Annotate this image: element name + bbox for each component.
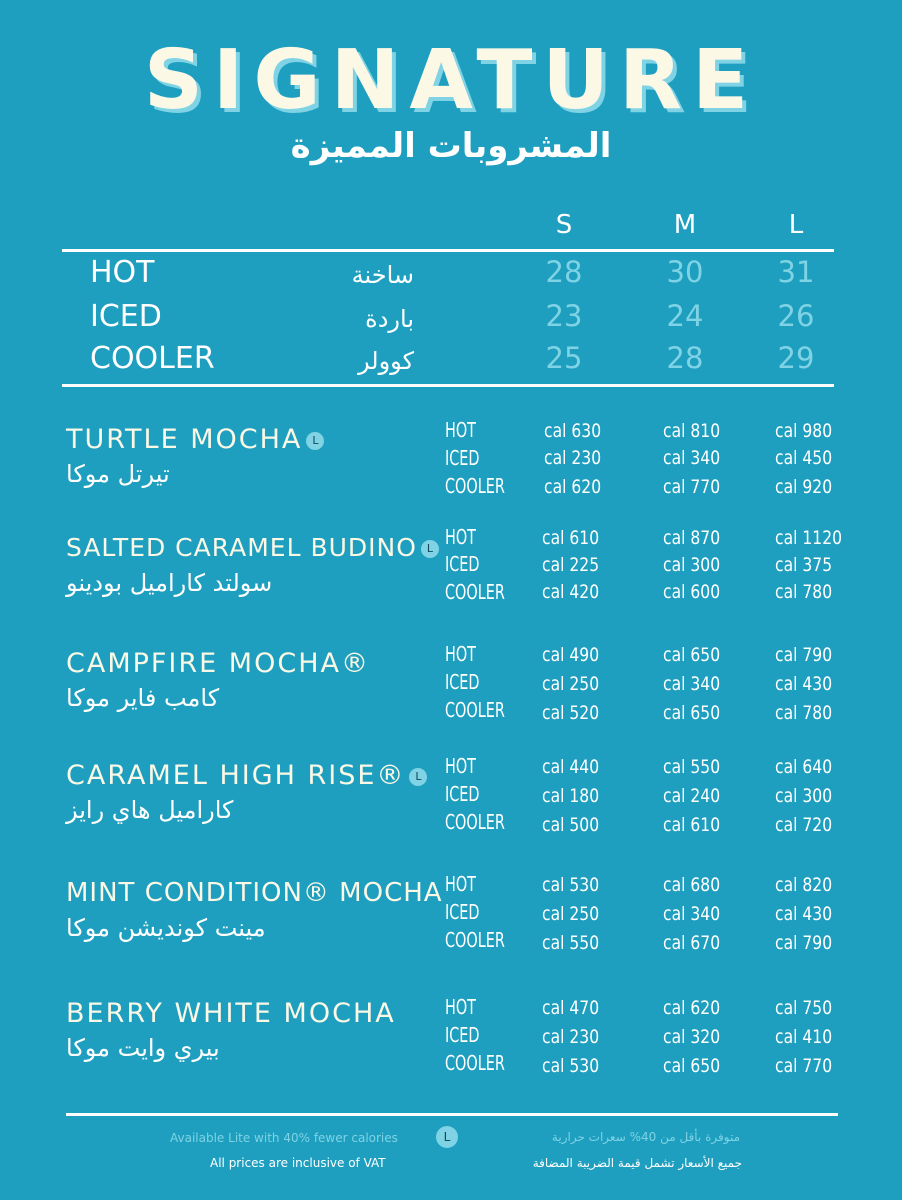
drink-name-arabic: كامب فاير موكا — [66, 684, 220, 712]
calories-large: cal 720 — [775, 814, 833, 836]
drink-name-arabic: تيرتل موكا — [66, 460, 170, 488]
calories-small: cal 250 — [542, 903, 600, 925]
calories-small: cal 225 — [542, 554, 600, 576]
calories-large: cal 820 — [775, 874, 833, 896]
drink-name — [66, 533, 439, 562]
calories-small: cal 230 — [544, 447, 602, 469]
footer-lite-note-arabic: متوفرة بأقل من 40% سعرات حرارية — [551, 1130, 740, 1144]
price-medium: 28 — [666, 341, 704, 375]
calories-large: cal 750 — [775, 997, 833, 1019]
divider-footer — [66, 1113, 838, 1116]
calories-medium: cal 620 — [663, 997, 721, 1019]
calories-small: cal 530 — [542, 1055, 600, 1077]
drink-type-cooler: COOLER — [445, 928, 505, 952]
calories-medium: cal 670 — [663, 932, 721, 954]
drink-name — [66, 648, 370, 679]
divider-price-table — [62, 384, 834, 387]
page-subtitle-arabic: المشروبات المميزة — [290, 126, 612, 166]
drink-type-iced: ICED — [445, 670, 480, 694]
drink-name-text: BERRY WHITE MOCHA — [66, 998, 396, 1029]
drink-name — [66, 998, 396, 1029]
drink-type-iced: ICED — [445, 900, 480, 924]
calories-medium: cal 680 — [663, 874, 721, 896]
price-row-label-arabic: باردة — [365, 305, 414, 333]
calories-medium: cal 550 — [663, 756, 721, 778]
drink-type-hot: HOT — [445, 525, 476, 549]
drink-name — [66, 760, 427, 791]
price-row-label-arabic: ساخنة — [351, 261, 414, 289]
drink-type-iced: ICED — [445, 446, 480, 470]
calories-small: cal 490 — [542, 644, 600, 666]
drink-name-text: SALTED CARAMEL BUDINO — [66, 533, 417, 562]
calories-large: cal 980 — [775, 420, 833, 442]
price-large: 31 — [777, 255, 815, 289]
calories-medium: cal 320 — [663, 1026, 721, 1048]
price-row-cooler — [0, 341, 902, 383]
price-row-hot — [0, 255, 902, 297]
drink-name-arabic: مينت كونديشن موكا — [66, 914, 266, 942]
calories-small: cal 500 — [542, 814, 600, 836]
price-medium: 24 — [666, 299, 704, 333]
price-row-label: HOT — [90, 255, 155, 290]
calories-large: cal 410 — [775, 1026, 833, 1048]
calories-medium: cal 810 — [663, 420, 721, 442]
drink-name-arabic: بيري وايت موكا — [66, 1034, 220, 1062]
calories-small: cal 470 — [542, 997, 600, 1019]
calories-small: cal 550 — [542, 932, 600, 954]
calories-medium: cal 340 — [663, 447, 721, 469]
drink-type-hot: HOT — [445, 642, 476, 666]
lite-badge-icon: L — [436, 1126, 458, 1148]
calories-medium: cal 340 — [663, 673, 721, 695]
price-small: 23 — [545, 299, 583, 333]
calories-medium: cal 770 — [663, 476, 721, 498]
calories-small: cal 180 — [542, 785, 600, 807]
footer-lite-note: Available Lite with 40% fewer calories — [170, 1131, 398, 1145]
divider-top — [62, 249, 834, 252]
price-row-iced — [0, 299, 902, 341]
calories-small: cal 620 — [544, 476, 602, 498]
price-medium: 30 — [666, 255, 704, 289]
footer-vat-note-arabic: جميع الأسعار تشمل قيمة الضريبة المضافة — [532, 1156, 742, 1170]
size-header-large: L — [788, 210, 804, 240]
calories-medium: cal 340 — [663, 903, 721, 925]
calories-small: cal 520 — [542, 702, 600, 724]
calories-small: cal 630 — [544, 420, 602, 442]
drink-name — [66, 878, 443, 908]
size-header-small: S — [555, 210, 573, 240]
price-large: 26 — [777, 299, 815, 333]
calories-small: cal 610 — [542, 527, 600, 549]
price-row-label: COOLER — [90, 341, 215, 376]
calories-small: cal 230 — [542, 1026, 600, 1048]
drink-name-text: CAMPFIRE MOCHA® — [66, 648, 370, 679]
lite-badge-icon: L — [421, 540, 439, 558]
page-title: SIGNATURE — [143, 33, 759, 128]
drink-type-cooler: COOLER — [445, 810, 505, 834]
price-small: 25 — [545, 341, 583, 375]
price-row-label: ICED — [90, 299, 162, 334]
drink-type-hot: HOT — [445, 995, 476, 1019]
drink-berry-white-mocha — [0, 995, 902, 1108]
drink-caramel-high-rise — [0, 754, 902, 870]
price-small: 28 — [545, 255, 583, 289]
calories-large: cal 640 — [775, 756, 833, 778]
drink-type-cooler: COOLER — [445, 580, 505, 604]
footer-vat-note: All prices are inclusive of VAT — [210, 1156, 386, 1170]
calories-large: cal 790 — [775, 644, 833, 666]
drink-name — [66, 424, 324, 455]
calories-small: cal 530 — [542, 874, 600, 896]
drink-name-text: CARAMEL HIGH RISE® — [66, 760, 406, 791]
calories-large: cal 920 — [775, 476, 833, 498]
calories-medium: cal 300 — [663, 554, 721, 576]
drink-type-cooler: COOLER — [445, 474, 505, 498]
price-row-label-arabic: كوولر — [358, 347, 414, 375]
drink-type-hot: HOT — [445, 418, 476, 442]
calories-medium: cal 610 — [663, 814, 721, 836]
price-large: 29 — [777, 341, 815, 375]
drink-type-iced: ICED — [445, 552, 480, 576]
drink-name-text: TURTLE MOCHA — [66, 424, 303, 455]
calories-medium: cal 600 — [663, 581, 721, 603]
drink-turtle-mocha — [0, 418, 902, 534]
calories-small: cal 250 — [542, 673, 600, 695]
calories-medium: cal 870 — [663, 527, 721, 549]
calories-medium: cal 240 — [663, 785, 721, 807]
drink-name-text: MINT CONDITION® MOCHA — [66, 878, 443, 908]
drink-type-iced: ICED — [445, 782, 480, 806]
calories-large: cal 450 — [775, 447, 833, 469]
drink-type-hot: HOT — [445, 872, 476, 896]
drink-campfire-mocha — [0, 642, 902, 758]
drink-type-hot: HOT — [445, 754, 476, 778]
calories-medium: cal 650 — [663, 644, 721, 666]
calories-large: cal 780 — [775, 702, 833, 724]
drink-salted-caramel-budino — [0, 525, 902, 643]
calories-large: cal 1120 — [775, 527, 843, 549]
calories-large: cal 770 — [775, 1055, 833, 1077]
drink-name-arabic: كاراميل هاي رايز — [66, 796, 234, 824]
calories-large: cal 780 — [775, 581, 833, 603]
size-header-medium: M — [673, 210, 697, 240]
calories-large: cal 300 — [775, 785, 833, 807]
calories-large: cal 790 — [775, 932, 833, 954]
drink-type-cooler: COOLER — [445, 698, 505, 722]
calories-large: cal 375 — [775, 554, 833, 576]
lite-badge-icon: L — [409, 768, 427, 786]
lite-badge-icon: L — [306, 432, 324, 450]
drink-type-iced: ICED — [445, 1023, 480, 1047]
calories-large: cal 430 — [775, 903, 833, 925]
calories-small: cal 440 — [542, 756, 600, 778]
drink-name-arabic: سولتد كاراميل بودينو — [66, 569, 273, 597]
drink-type-cooler: COOLER — [445, 1051, 505, 1075]
calories-small: cal 420 — [542, 581, 600, 603]
calories-medium: cal 650 — [663, 702, 721, 724]
calories-medium: cal 650 — [663, 1055, 721, 1077]
drink-mint-condition-mocha — [0, 872, 902, 988]
calories-large: cal 430 — [775, 673, 833, 695]
